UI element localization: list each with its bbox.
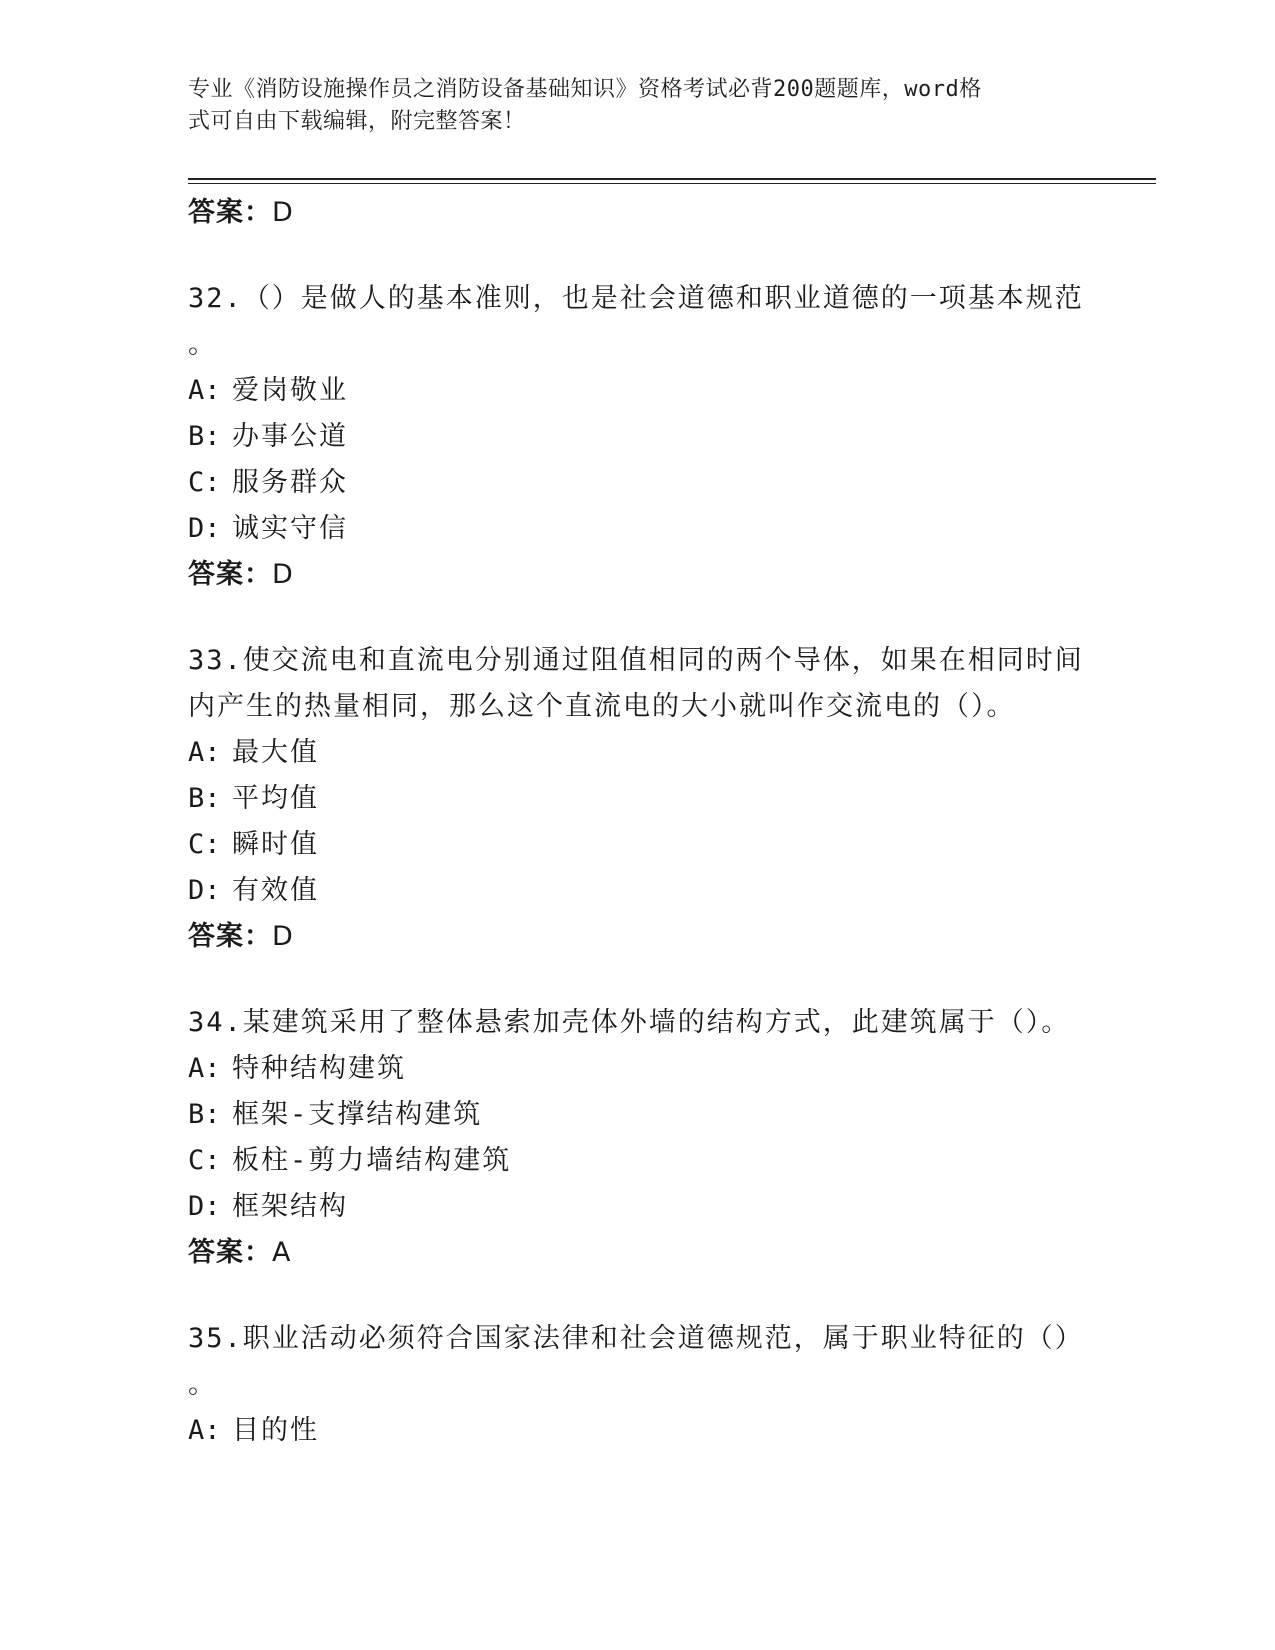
answer-value: D — [272, 921, 294, 952]
answer-line — [188, 914, 1088, 960]
option-d — [188, 1184, 1088, 1230]
question-text-line: 。 — [188, 329, 217, 360]
answer-value: D — [272, 197, 294, 228]
question-number: 33. — [188, 645, 243, 676]
question-number: 32. — [188, 283, 243, 314]
option-text: 平均值 — [232, 783, 319, 814]
option-b — [188, 414, 1088, 460]
answer-line — [188, 190, 1088, 236]
question-text — [188, 276, 1088, 322]
question-text-line: 使交流电和直流电分别通过阻值相同的两个导体，如果在相同时间 — [242, 645, 1084, 676]
answer-label: 答案： — [188, 1237, 272, 1268]
option-key: B: — [188, 421, 221, 452]
option-text: 板柱-剪力墙结构建筑 — [232, 1145, 512, 1176]
option-d — [188, 506, 1088, 552]
question-text — [188, 638, 1088, 684]
question-text-line: 。 — [188, 1369, 217, 1400]
option-text: 目的性 — [232, 1415, 319, 1446]
option-key: D: — [188, 1191, 221, 1222]
question-number: 35. — [188, 1323, 243, 1354]
answer-value: D — [272, 559, 294, 590]
option-key: C: — [188, 467, 221, 498]
question-text-line: 内产生的热量相同，那么这个直流电的大小就叫作交流电的（）。 — [188, 691, 1016, 722]
question-list — [188, 190, 1088, 1454]
option-text: 瞬时值 — [232, 829, 319, 860]
option-text: 爱岗敬业 — [232, 375, 348, 406]
option-key: A: — [188, 1053, 221, 1084]
answer-value: A — [272, 1237, 292, 1268]
option-text: 诚实守信 — [232, 513, 348, 544]
question-text-line: （）是做人的基本准则，也是社会道德和职业道德的一项基本规范 — [242, 283, 1084, 314]
header-line-1: 专业《消防设施操作员之消防设备基础知识》资格考试必背200题题库，word格 — [188, 77, 982, 102]
option-a — [188, 368, 1088, 414]
answer-line — [188, 552, 1088, 598]
option-text: 框架结构 — [232, 1191, 348, 1222]
option-text: 办事公道 — [232, 421, 348, 452]
question-35 — [188, 1316, 1088, 1454]
answer-label: 答案： — [188, 197, 272, 228]
option-key: A: — [188, 737, 221, 768]
option-key: C: — [188, 1145, 221, 1176]
option-key: A: — [188, 375, 221, 406]
option-a — [188, 1408, 1088, 1454]
option-d — [188, 868, 1088, 914]
answer-label: 答案： — [188, 921, 272, 952]
option-text: 有效值 — [232, 875, 319, 906]
question-32 — [188, 276, 1088, 598]
option-text: 最大值 — [232, 737, 319, 768]
option-key: D: — [188, 513, 221, 544]
option-b — [188, 1092, 1088, 1138]
page-header — [188, 74, 1068, 138]
option-key: A: — [188, 1415, 221, 1446]
header-line-2: 式可自由下载编辑，附完整答案！ — [188, 109, 526, 134]
question-number: 34. — [188, 1007, 243, 1038]
question-text-line: 某建筑采用了整体悬索加壳体外墙的结构方式，此建筑属于（）。 — [242, 1007, 1071, 1038]
header-divider — [188, 178, 1156, 184]
question-text-line: 职业活动必须符合国家法律和社会道德规范，属于职业特征的（） — [242, 1323, 1084, 1354]
option-text: 服务群众 — [232, 467, 348, 498]
option-b — [188, 776, 1088, 822]
option-c — [188, 822, 1088, 868]
question-34 — [188, 1000, 1088, 1276]
option-c — [188, 460, 1088, 506]
option-text: 特种结构建筑 — [232, 1053, 406, 1084]
option-key: B: — [188, 783, 221, 814]
answer-label: 答案： — [188, 559, 272, 590]
option-a — [188, 1046, 1088, 1092]
question-33 — [188, 638, 1088, 960]
question-text — [188, 1316, 1088, 1362]
option-key: D: — [188, 875, 221, 906]
option-key: C: — [188, 829, 221, 860]
option-key: B: — [188, 1099, 221, 1130]
option-text: 框架-支撑结构建筑 — [232, 1099, 483, 1130]
option-c — [188, 1138, 1088, 1184]
option-a — [188, 730, 1088, 776]
answer-line — [188, 1230, 1088, 1276]
question-text — [188, 1000, 1088, 1046]
